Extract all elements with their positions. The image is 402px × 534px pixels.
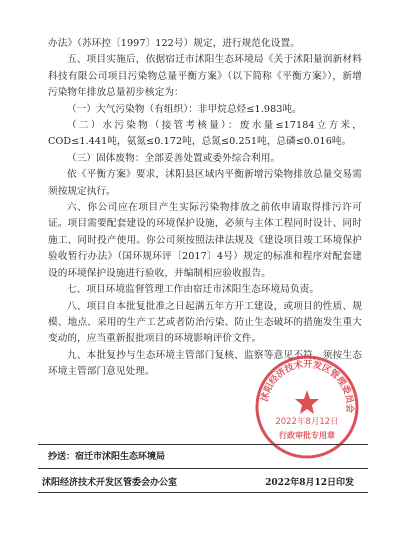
issue-date: 2022年8月12日印发 — [265, 478, 354, 488]
issuing-office: 沭阳经济技术开发区管委会办公室 — [42, 478, 178, 488]
seal-center-text: 行政审批专用章 — [279, 431, 335, 440]
paragraph: 八、项目自本批复批准之日起满五年方开工建设，或项目的性质、规模、地点、采用的生产工艺或者防治污染、防止生态破坏的措施发生重大变动的，应当重新报批项目的环境影响评价文件。 — [48, 300, 362, 345]
paragraph: 五、项目实施后，依据宿迁市沭阳生态环境局《关于沭阳量润新材料科技有限公司项目污染物总量平衡方案》（以下简称《平衡方案》），新增污染物年排放总量初步核定为： — [48, 54, 362, 99]
date-overlay: 2022年8月12日 — [275, 417, 339, 427]
paragraph: 办法》（苏环控〔1997〕122号）规定，进行规范化设置。 — [48, 38, 300, 49]
paragraph: （二）水污染物（接管考核量）：废水量≤17184立方米，COD≤1.441吨，氨氮≤0.172吨，总氮≤0.251吨，总磷≤0.016吨。 — [48, 120, 362, 148]
footer-rule-middle — [38, 468, 368, 469]
official-seal — [252, 352, 362, 462]
paragraph: （三）固体废物：全部妥善处置或委外综合利用。 — [67, 152, 281, 164]
cc-line: 抄送：宿迁市沭阳生态环境局 — [48, 452, 166, 462]
seal-star-icon — [295, 390, 319, 414]
paragraph: 六、你公司应在项目产生实际污染物排放之前依申请取得排污许可证。项目需要配套建设的环境保护设施，必须与主体工程同时设计、同时施工、同时投产使用。你公司须按照法律法规及《建设项目竣工环境保护验收暂行办法》（国环规环评〔2017〕4号）规定的标准和程序对配套建设的环境保护设施进行验收，并编制相应验收报告。 — [48, 202, 362, 279]
paragraph: 依《平衡方案》要求，沭阳县区域内平衡新增污染物排放总量交易需须按规定执行。 — [48, 169, 362, 197]
paragraph: 九、本批复抄与生态环境主管部门复核、监察等意见不符，须按生态环境主管部门意见处理。 — [48, 349, 362, 378]
document-body — [48, 36, 362, 381]
paragraph: 七、项目环境监督管理工作由宿迁市沭阳生态环境局负责。 — [67, 284, 320, 296]
paragraph: （一）大气污染物（有组织）：非甲烷总烃≤1.983吨。 — [67, 103, 302, 115]
footer-rule-top — [38, 444, 368, 445]
footer-rule-bottom — [38, 492, 368, 493]
seal-ring-text: 沭阳经济技术开发区管理委员会 — [260, 359, 355, 413]
